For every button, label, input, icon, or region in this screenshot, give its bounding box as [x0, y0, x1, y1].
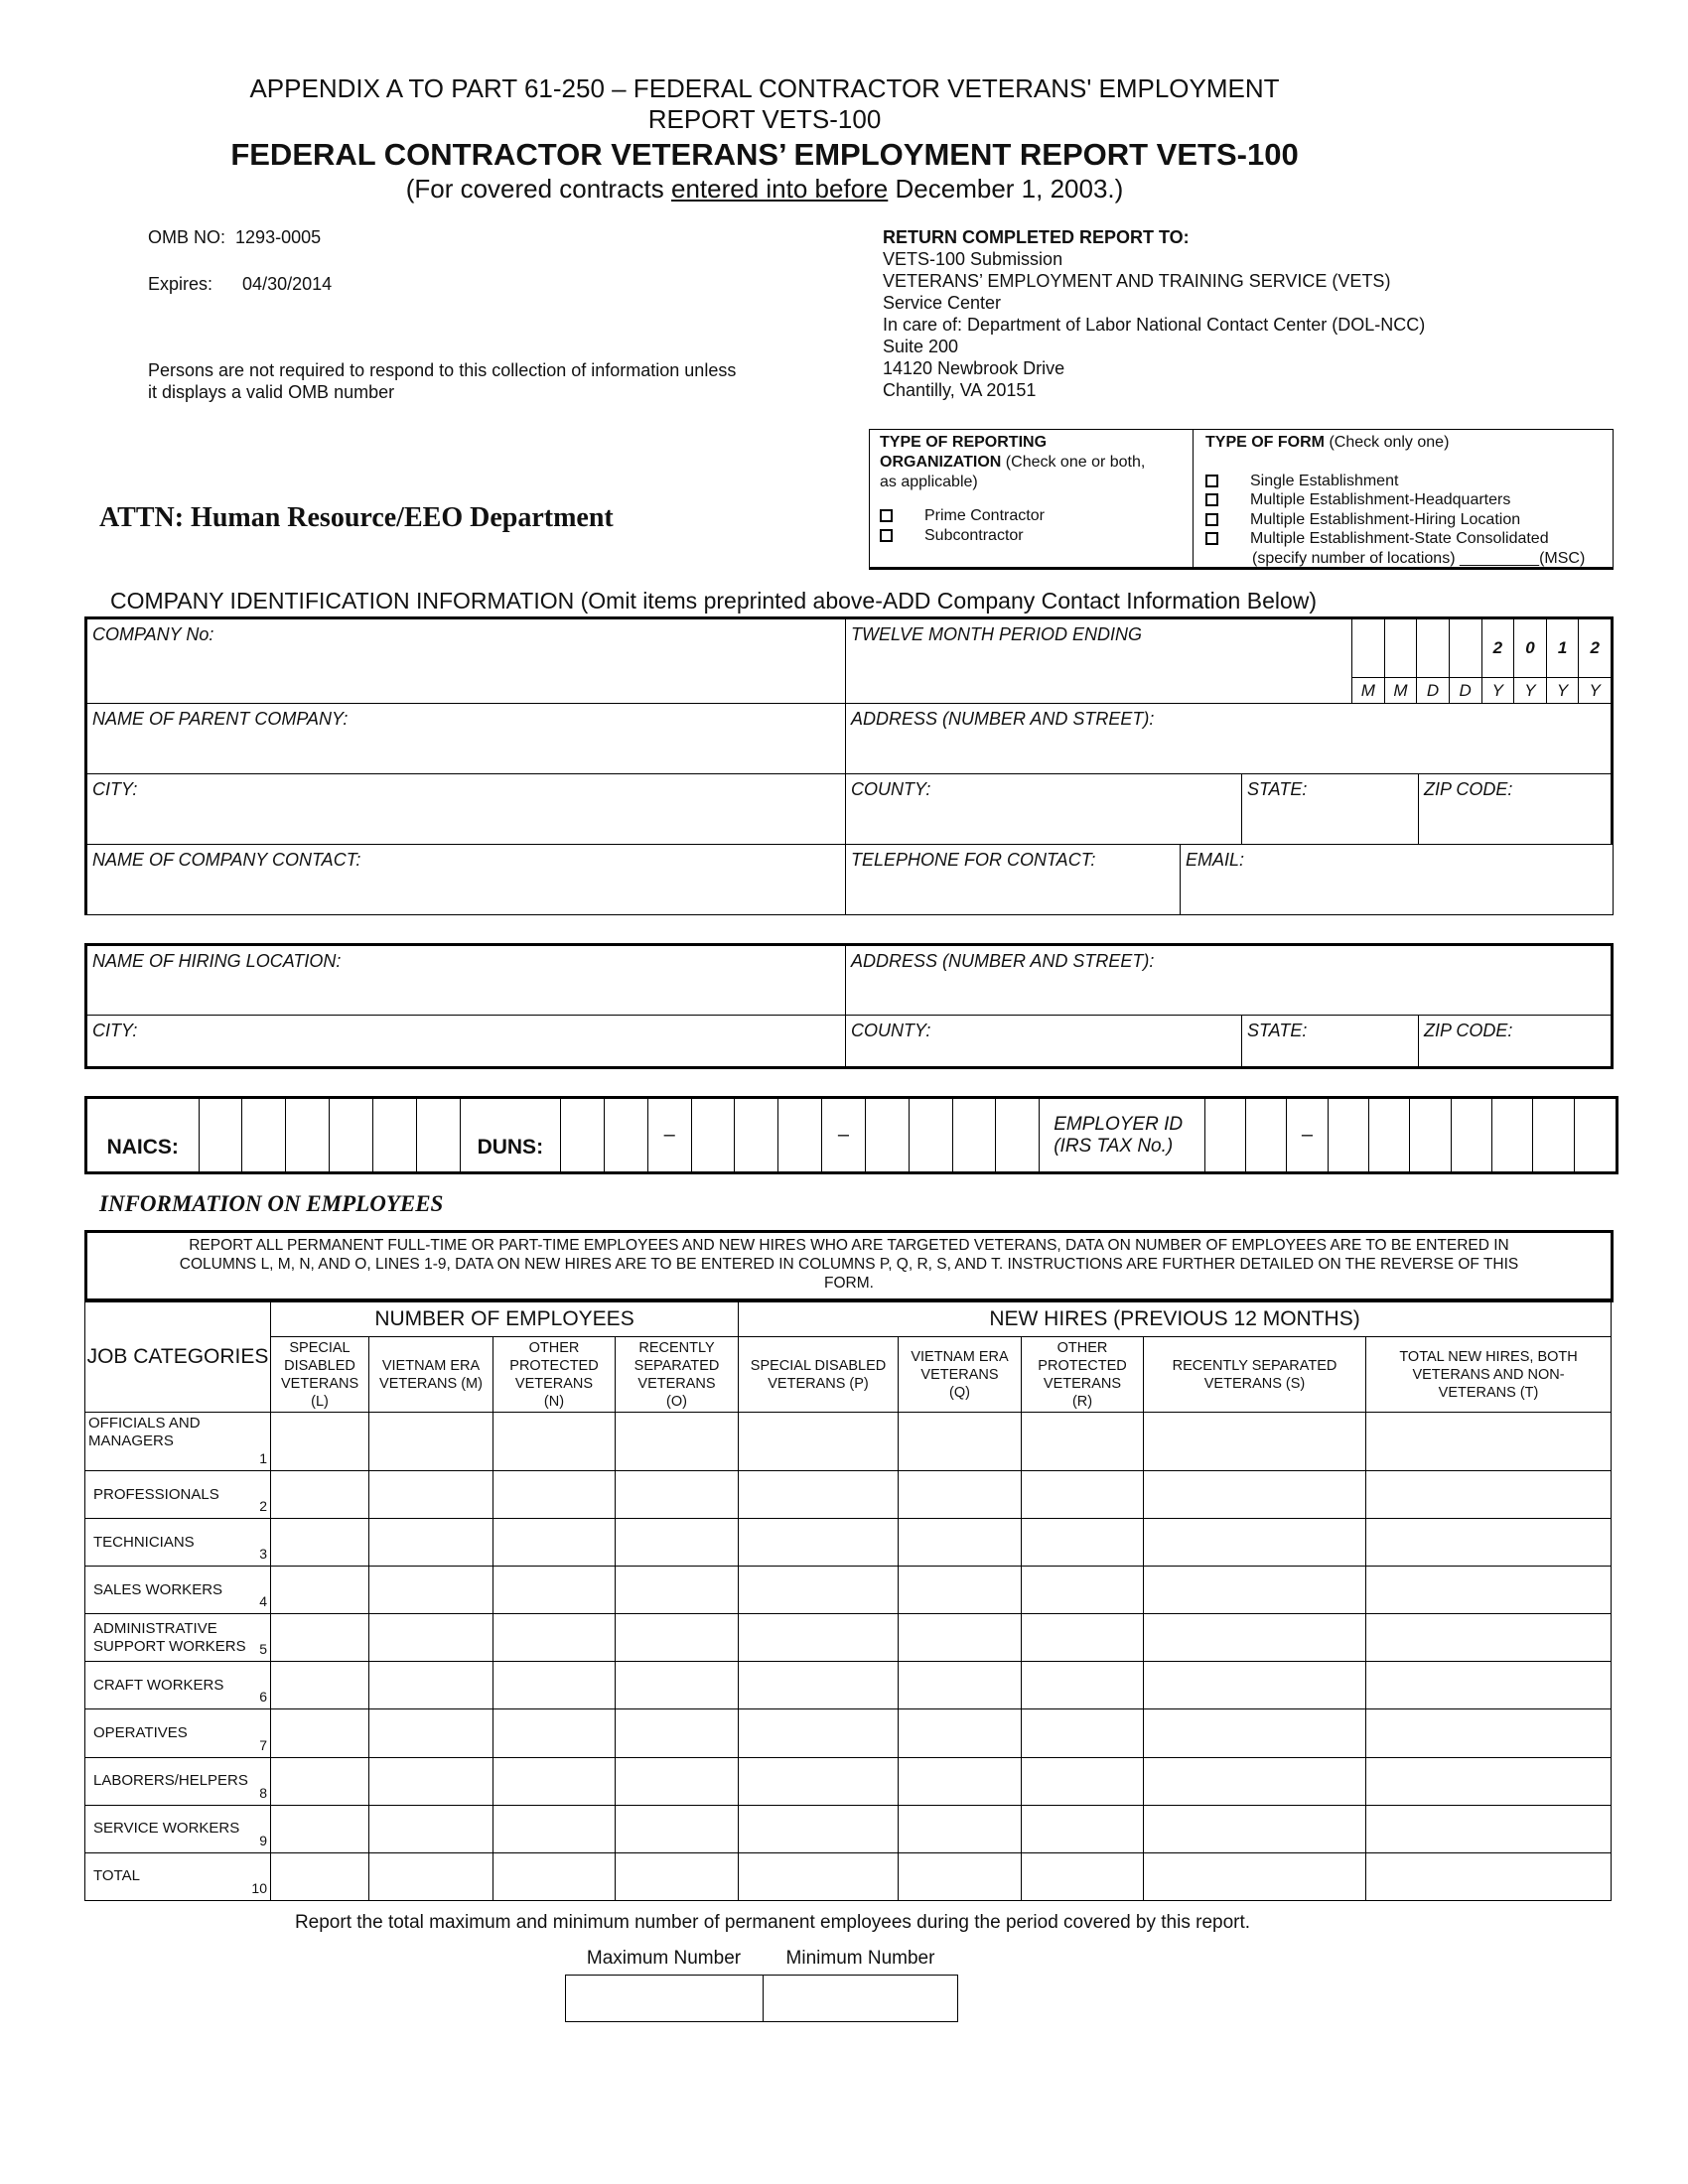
period-ending-date[interactable] — [1351, 616, 1614, 678]
line-number: 7 — [259, 1736, 267, 1753]
count-input-cell[interactable] — [616, 1757, 739, 1805]
company-id-heading: COMPANY IDENTIFICATION INFORMATION (Omit items preprinted above-ADD Company Contact Information Below) — [110, 588, 1318, 614]
checkbox[interactable] — [880, 529, 893, 542]
date-digit-cell[interactable] — [1385, 619, 1418, 677]
date-digit-cell[interactable]: 1 — [1547, 619, 1580, 677]
count-input-cell[interactable] — [739, 1567, 899, 1614]
job-category-label: PROFESSIONALS — [93, 1485, 219, 1503]
company-contact-field[interactable]: NAME OF COMPANY CONTACT: — [84, 844, 846, 915]
date-format-label: M — [1385, 678, 1418, 703]
count-input-cell[interactable] — [1022, 1852, 1144, 1900]
count-input-cell[interactable] — [493, 1709, 616, 1757]
job-categories-header: JOB CATEGORIES — [85, 1302, 271, 1413]
line-number: 5 — [259, 1641, 267, 1658]
count-input-cell[interactable] — [899, 1567, 1022, 1614]
column-header: OTHER PROTECTED VETERANS (N) — [493, 1337, 616, 1413]
count-input-cell[interactable] — [493, 1757, 616, 1805]
date-format-label: Y — [1514, 678, 1547, 703]
count-input-cell[interactable] — [1022, 1614, 1144, 1662]
duns-digit-cell[interactable] — [605, 1099, 648, 1171]
count-input-cell[interactable] — [616, 1519, 739, 1567]
count-input-cell[interactable] — [271, 1709, 369, 1757]
job-category-label: OFFICIALS AND MANAGERS — [88, 1415, 201, 1449]
count-input-cell[interactable] — [1366, 1662, 1612, 1709]
duns-digit-cell[interactable] — [735, 1099, 778, 1171]
company-state-field[interactable]: STATE: — [1241, 773, 1419, 845]
table-row — [85, 1413, 1612, 1471]
table-row — [85, 1614, 1612, 1662]
job-category-label: TECHNICIANS — [93, 1533, 195, 1551]
date-format-label: M — [1352, 678, 1385, 703]
count-input-cell[interactable] — [616, 1567, 739, 1614]
column-header: VIETNAM ERA VETERANS (M) — [369, 1337, 493, 1413]
count-input-cell[interactable] — [271, 1662, 369, 1709]
count-input-cell[interactable] — [616, 1805, 739, 1852]
line-number: 9 — [259, 1832, 267, 1848]
dash-separator: – — [822, 1099, 866, 1171]
count-input-cell[interactable] — [369, 1757, 493, 1805]
job-category-cell — [85, 1614, 271, 1662]
count-input-cell[interactable] — [616, 1614, 739, 1662]
duns-digit-cell[interactable] — [953, 1099, 997, 1171]
count-input-cell[interactable] — [1366, 1614, 1612, 1662]
count-input-cell[interactable] — [493, 1662, 616, 1709]
count-input-cell[interactable] — [1144, 1805, 1366, 1852]
form-subtitle: (For covered contracts entered into before December 1, 2003.) — [405, 174, 1124, 204]
table-row — [85, 1471, 1612, 1519]
naics-digit-cell[interactable] — [200, 1099, 243, 1171]
date-format-label: D — [1417, 678, 1450, 703]
hiring-zip-field[interactable]: ZIP CODE: — [1418, 1015, 1614, 1069]
count-input-cell[interactable] — [1022, 1519, 1144, 1567]
job-category-label: SERVICE WORKERS — [93, 1820, 240, 1838]
count-input-cell[interactable] — [369, 1805, 493, 1852]
contact-phone-field[interactable]: TELEPHONE FOR CONTACT: — [845, 844, 1181, 915]
date-format-label: Y — [1547, 678, 1580, 703]
count-input-cell[interactable] — [899, 1757, 1022, 1805]
count-input-cell[interactable] — [271, 1413, 369, 1471]
count-input-cell[interactable] — [493, 1805, 616, 1852]
count-input-cell[interactable] — [1144, 1709, 1366, 1757]
checkbox[interactable] — [880, 509, 893, 522]
duns-digit-cell[interactable] — [866, 1099, 910, 1171]
count-input-cell[interactable] — [616, 1471, 739, 1519]
return-address: RETURN COMPLETED REPORT TO: VETS-100 Submission VETERANS’ EMPLOYMENT AND TRAINING SERVICE (VETS) Service Center In care of: Department of Labor National Contact Center (DOL-NCC) Suite 200 14120 Newbrook Drive Chantilly, VA 20151 — [883, 227, 1426, 400]
count-input-cell[interactable] — [1022, 1757, 1144, 1805]
line-number: 10 — [251, 1879, 267, 1896]
msc-locations-field[interactable]: (specify number of locations) _________(MSC) — [1252, 549, 1586, 567]
checkbox — [1205, 513, 1218, 526]
minimum-number-field[interactable] — [763, 1975, 958, 2022]
column-header: SPECIAL DISABLED VETERANS (P) — [739, 1337, 899, 1413]
count-input-cell[interactable] — [493, 1614, 616, 1662]
dash-separator: – — [1287, 1099, 1328, 1171]
table-row — [85, 1567, 1612, 1614]
employer-id-digit-cell[interactable] — [1533, 1099, 1574, 1171]
date-digit-cell[interactable] — [1450, 619, 1482, 677]
attn-heading: ATTN: Human Resource/EEO Department — [99, 502, 614, 533]
employer-id-digit-cell[interactable] — [1410, 1099, 1451, 1171]
naics-label: NAICS: — [87, 1099, 200, 1171]
period-ending-label: TWELVE MONTH PERIOD ENDING — [845, 616, 1352, 704]
count-input-cell[interactable] — [1366, 1413, 1612, 1471]
duns-label: DUNS: — [461, 1099, 562, 1171]
company-city-field[interactable]: CITY: — [84, 773, 846, 845]
duns-digit-cell[interactable] — [561, 1099, 605, 1171]
naics-digit-cell[interactable] — [330, 1099, 373, 1171]
form-title: FEDERAL CONTRACTOR VETERANS’ EMPLOYMENT REPORT VETS-100 — [230, 137, 1299, 172]
company-no-field[interactable]: COMPANY No: — [84, 616, 846, 704]
hiring-state-field[interactable]: STATE: — [1241, 1015, 1419, 1069]
column-header: RECENTLY SEPARATED VETERANS (S) — [1144, 1337, 1366, 1413]
employer-id-label — [1040, 1099, 1204, 1171]
table-row — [85, 1519, 1612, 1567]
column-header: VIETNAM ERA VETERANS (Q) — [899, 1337, 1022, 1413]
count-input-cell[interactable] — [739, 1614, 899, 1662]
state-consolidated-option[interactable]: Multiple Establishment-State Consolidated — [1205, 529, 1585, 549]
count-input-cell[interactable] — [899, 1662, 1022, 1709]
count-input-cell[interactable] — [739, 1709, 899, 1757]
hiring-city-field[interactable]: CITY: — [84, 1015, 846, 1069]
hiring-county-field[interactable]: COUNTY: — [845, 1015, 1242, 1069]
date-digit-cell[interactable]: 0 — [1514, 619, 1547, 677]
naics-digit-cell[interactable] — [373, 1099, 417, 1171]
count-input-cell[interactable] — [1366, 1567, 1612, 1614]
count-input-cell[interactable] — [1144, 1567, 1366, 1614]
job-category-label: SALES WORKERS — [93, 1580, 223, 1598]
parent-company-field[interactable]: NAME OF PARENT COMPANY: — [84, 703, 846, 774]
date-format-label: D — [1450, 678, 1482, 703]
column-header: SPECIAL DISABLED VETERANS (L) — [271, 1337, 369, 1413]
naics-digit-cell[interactable] — [417, 1099, 461, 1171]
count-input-cell[interactable] — [616, 1413, 739, 1471]
maximum-number-label: Maximum Number — [586, 1948, 742, 1969]
count-input-cell[interactable] — [369, 1662, 493, 1709]
count-input-cell[interactable] — [899, 1519, 1022, 1567]
hiring-location-option[interactable]: Multiple Establishment-Hiring Location — [1205, 510, 1585, 530]
count-input-cell[interactable] — [369, 1852, 493, 1900]
count-input-cell[interactable] — [271, 1757, 369, 1805]
omb-number: OMB NO: 1293-0005 — [148, 227, 322, 247]
line-number: 4 — [259, 1593, 267, 1610]
count-input-cell[interactable] — [369, 1614, 493, 1662]
duns-digit-cell[interactable] — [996, 1099, 1040, 1171]
subcontractor-option[interactable]: Subcontractor — [880, 526, 1183, 546]
company-address-field[interactable]: ADDRESS (NUMBER AND STREET): — [845, 703, 1614, 774]
count-input-cell[interactable] — [1366, 1757, 1612, 1805]
job-category-label: LABORERS/HELPERS — [93, 1772, 248, 1790]
column-header: TOTAL NEW HIRES, BOTH VETERANS AND NON-VETERANS (T) — [1366, 1337, 1612, 1413]
count-input-cell[interactable] — [616, 1709, 739, 1757]
checkbox — [1205, 532, 1218, 545]
count-input-cell[interactable] — [1144, 1757, 1366, 1805]
employer-id-digit-cell[interactable] — [1329, 1099, 1369, 1171]
count-input-cell[interactable] — [369, 1471, 493, 1519]
count-input-cell[interactable] — [1022, 1471, 1144, 1519]
date-digit-cell[interactable] — [1417, 619, 1450, 677]
count-input-cell[interactable] — [899, 1852, 1022, 1900]
count-input-cell[interactable] — [1144, 1662, 1366, 1709]
count-input-cell[interactable] — [1022, 1662, 1144, 1709]
employees-table — [84, 1301, 1612, 1901]
line-number: 2 — [259, 1498, 267, 1515]
minimum-number-label: Minimum Number — [785, 1948, 935, 1969]
count-input-cell[interactable] — [739, 1471, 899, 1519]
job-category-cell — [85, 1805, 271, 1852]
duns-digit-cell[interactable] — [778, 1099, 822, 1171]
job-category-label: CRAFT WORKERS — [93, 1676, 224, 1694]
count-input-cell[interactable] — [739, 1852, 899, 1900]
job-category-label: ADMINISTRATIVE SUPPORT WORKERS — [93, 1619, 246, 1655]
hiring-address-field[interactable]: ADDRESS (NUMBER AND STREET): — [845, 943, 1614, 1016]
date-digit-cell[interactable] — [1352, 619, 1385, 677]
line-number: 6 — [259, 1689, 267, 1706]
employer-id-digit-cell[interactable] — [1492, 1099, 1533, 1171]
job-category-cell — [85, 1852, 271, 1900]
table-row — [85, 1805, 1612, 1852]
job-category-cell — [85, 1662, 271, 1709]
count-input-cell[interactable] — [369, 1519, 493, 1567]
company-zip-field[interactable]: ZIP CODE: — [1418, 773, 1614, 845]
count-input-cell[interactable] — [1022, 1413, 1144, 1471]
hiring-location-name-field[interactable]: NAME OF HIRING LOCATION: — [84, 943, 846, 1016]
count-input-cell[interactable] — [1022, 1709, 1144, 1757]
table-row — [85, 1709, 1612, 1757]
count-input-cell[interactable] — [369, 1413, 493, 1471]
duns-digit-cell[interactable] — [692, 1099, 736, 1171]
count-input-cell[interactable] — [899, 1805, 1022, 1852]
count-input-cell[interactable] — [493, 1852, 616, 1900]
count-input-cell[interactable] — [1144, 1519, 1366, 1567]
count-input-cell[interactable] — [271, 1519, 369, 1567]
count-input-cell[interactable] — [1144, 1852, 1366, 1900]
count-input-cell[interactable] — [271, 1852, 369, 1900]
new-hires-header: NEW HIRES (PREVIOUS 12 MONTHS) — [739, 1302, 1612, 1337]
count-input-cell[interactable] — [1022, 1567, 1144, 1614]
count-input-cell[interactable] — [1366, 1805, 1612, 1852]
prime-contractor-option[interactable]: Prime Contractor — [880, 506, 1183, 526]
date-format-label: Y — [1589, 680, 1601, 700]
job-category-cell — [85, 1471, 271, 1519]
form-type-box: TYPE OF REPORTING ORGANIZATION (Check one or both, as applicable) Prime Contractor Subcontractor TYPE OF FORM (Check only one) Single Establishment Multiple Establishment-Headquarters Multiple Establishment-Hiring Location Multiple Establishment-State Consolidated (specify number of locations) _________(MSC) — [869, 429, 1614, 570]
checkbox — [1205, 493, 1218, 506]
omb-notice: Persons are not required to respond to this collection of information unless it displays a valid OMB number — [148, 360, 737, 402]
omb-expires: Expires: 04/30/2014 — [148, 274, 333, 294]
job-category-label: TOTAL — [93, 1867, 140, 1885]
naics-digit-cell[interactable] — [286, 1099, 330, 1171]
count-input-cell[interactable] — [1366, 1471, 1612, 1519]
appendix-title: APPENDIX A TO PART 61-250 – FEDERAL CONTRACTOR VETERANS' EMPLOYMENT REPORT VETS-100 — [249, 73, 1280, 134]
count-input-cell[interactable] — [1144, 1413, 1366, 1471]
employer-id-label-line1: EMPLOYER ID — [1054, 1113, 1184, 1135]
count-input-cell[interactable] — [899, 1413, 1022, 1471]
count-input-cell[interactable] — [271, 1614, 369, 1662]
column-header: RECENTLY SEPARATED VETERANS (O) — [616, 1337, 739, 1413]
instructions-box: REPORT ALL PERMANENT FULL-TIME OR PART-TIME EMPLOYEES AND NEW HIRES WHO ARE TARGETED VETERANS, DATA ON NUMBER OF EMPLOYEES ARE TO BE ENTERED IN COLUMNS L, M, N, AND O, LINES 1-9, DATA ON NEW HIRES ARE TO BE ENTERED IN COLUMNS P, Q, R, S, AND T. INSTRUCTIONS ARE FURTHER DETAILED ON THE REVERSE OF THIS FORM. — [84, 1230, 1614, 1302]
footer-note: Report the total maximum and minimum number of permanent employees during the period covered by this report. — [294, 1912, 1251, 1933]
employer-id-digit-cell[interactable] — [1452, 1099, 1492, 1171]
employer-id-label-line2: (IRS TAX No.) — [1054, 1135, 1174, 1157]
employer-id-digit-cell[interactable] — [1369, 1099, 1410, 1171]
count-input-cell[interactable] — [616, 1852, 739, 1900]
line-number: 8 — [259, 1784, 267, 1801]
job-category-cell — [85, 1757, 271, 1805]
count-input-cell[interactable] — [1366, 1519, 1612, 1567]
count-input-cell[interactable] — [493, 1413, 616, 1471]
job-category-cell — [85, 1519, 271, 1567]
line-number: 3 — [259, 1546, 267, 1563]
count-input-cell[interactable] — [739, 1413, 899, 1471]
count-input-cell[interactable] — [899, 1471, 1022, 1519]
employer-id-digit-cell[interactable] — [1575, 1099, 1616, 1171]
duns-digit-cell[interactable] — [910, 1099, 953, 1171]
count-input-cell[interactable] — [369, 1567, 493, 1614]
count-input-cell[interactable] — [1022, 1805, 1144, 1852]
count-input-cell[interactable] — [271, 1805, 369, 1852]
line-number: 1 — [259, 1450, 267, 1466]
single-establishment-option[interactable]: Single Establishment — [1205, 472, 1585, 491]
table-row — [85, 1662, 1612, 1709]
count-input-cell[interactable] — [1144, 1471, 1366, 1519]
company-county-field[interactable]: COUNTY: — [845, 773, 1242, 845]
contact-email-field[interactable]: EMAIL: — [1180, 844, 1614, 915]
count-input-cell[interactable] — [739, 1805, 899, 1852]
count-input-cell[interactable] — [899, 1709, 1022, 1757]
count-input-cell[interactable] — [739, 1757, 899, 1805]
date-format-label: Y — [1482, 678, 1515, 703]
count-input-cell[interactable] — [493, 1567, 616, 1614]
table-row — [85, 1852, 1612, 1900]
job-category-cell — [85, 1709, 271, 1757]
employer-id-digit-cell[interactable] — [1246, 1099, 1287, 1171]
count-input-cell[interactable] — [739, 1662, 899, 1709]
date-digit-cell[interactable]: 2 — [1590, 638, 1600, 657]
date-digit-cell[interactable]: 2 — [1482, 619, 1515, 677]
count-input-cell[interactable] — [1144, 1614, 1366, 1662]
count-input-cell[interactable] — [271, 1471, 369, 1519]
count-input-cell[interactable] — [493, 1519, 616, 1567]
job-category-label: OPERATIVES — [93, 1724, 188, 1742]
count-input-cell[interactable] — [1366, 1852, 1612, 1900]
maximum-number-field[interactable] — [565, 1975, 764, 2022]
table-row — [85, 1757, 1612, 1805]
employer-id-digit-cell[interactable] — [1205, 1099, 1246, 1171]
count-input-cell[interactable] — [1366, 1709, 1612, 1757]
count-input-cell[interactable] — [271, 1567, 369, 1614]
employees-heading: INFORMATION ON EMPLOYEES — [99, 1191, 444, 1216]
job-category-cell — [85, 1413, 271, 1471]
count-input-cell[interactable] — [899, 1614, 1022, 1662]
id-numbers-row — [84, 1096, 1618, 1174]
count-input-cell[interactable] — [616, 1662, 739, 1709]
naics-digit-cell[interactable] — [242, 1099, 286, 1171]
checkbox — [1205, 475, 1218, 487]
count-input-cell[interactable] — [739, 1519, 899, 1567]
headquarters-option[interactable]: Multiple Establishment-Headquarters — [1205, 490, 1585, 510]
count-input-cell[interactable] — [493, 1471, 616, 1519]
column-header: OTHER PROTECTED VETERANS (R) — [1022, 1337, 1144, 1413]
dash-separator: – — [648, 1099, 692, 1171]
job-category-cell — [85, 1567, 271, 1614]
count-input-cell[interactable] — [369, 1709, 493, 1757]
number-of-employees-header: NUMBER OF EMPLOYEES — [271, 1302, 739, 1337]
date-format-labels — [1351, 677, 1614, 704]
